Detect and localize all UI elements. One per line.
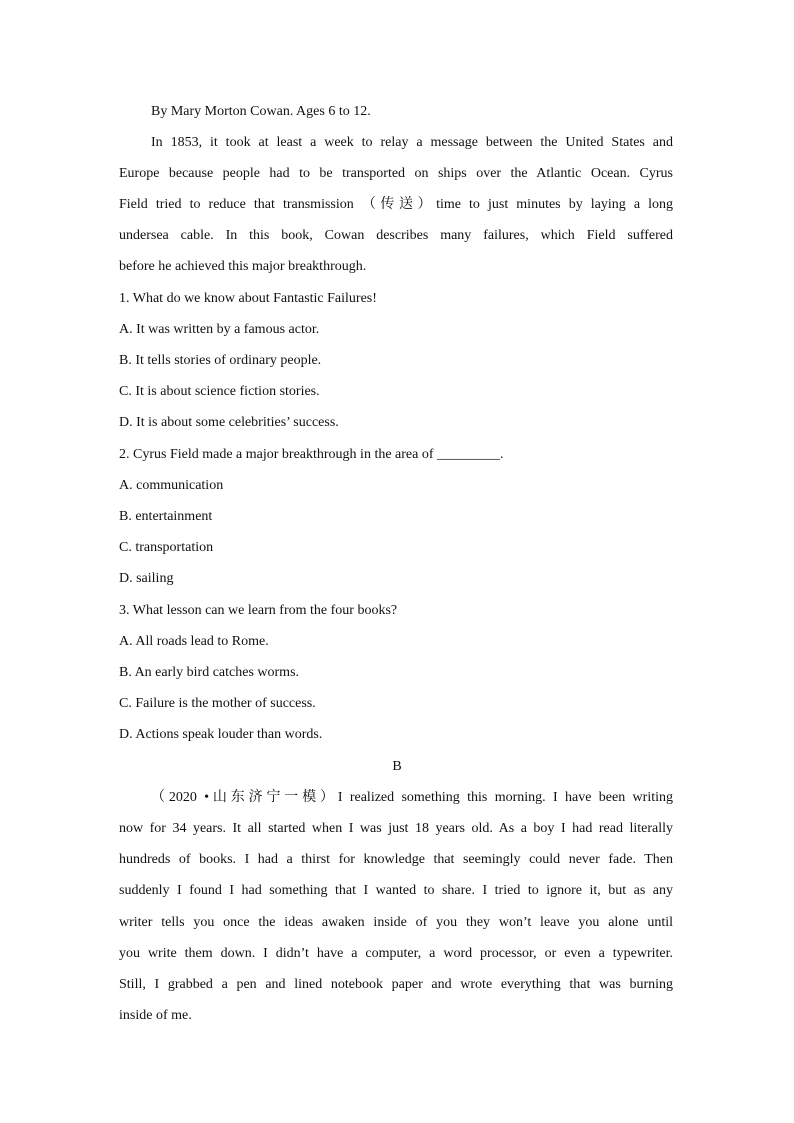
- answer-option: A. communication: [119, 478, 224, 493]
- paragraph-line: before he achieved this major breakthrough.: [119, 259, 367, 274]
- answer-option: A. It was written by a famous actor.: [119, 322, 320, 337]
- answer-option: A. All roads lead to Rome.: [119, 634, 269, 649]
- answer-option: B. entertainment: [119, 509, 213, 524]
- answer-option: D. sailing: [119, 571, 174, 586]
- paragraph-line: In 1853, it took at least a week to relay a message between the United States and: [151, 135, 673, 150]
- paragraph-line: suddenly I found I had something that I wanted to share. I tried to ignore it, but as any: [119, 883, 673, 898]
- answer-option: C. transportation: [119, 540, 214, 555]
- byline: By Mary Morton Cowan. Ages 6 to 12.: [151, 104, 371, 119]
- paragraph-line: Still, I grabbed a pen and lined notebook paper and wrote everything that was burning: [119, 977, 673, 992]
- question-stem: 1. What do we know about Fantastic Failures!: [119, 291, 377, 306]
- answer-option: D. It is about some celebrities’ success.: [119, 415, 339, 430]
- answer-option: C. It is about science fiction stories.: [119, 384, 320, 399]
- paragraph-line: hundreds of books. I had a thirst for knowledge that seemingly could never fade. Then: [119, 852, 673, 867]
- paragraph-line: you write them down. I didn’t have a computer, a word processor, or even a typewriter.: [119, 946, 673, 961]
- answer-option: C. Failure is the mother of success.: [119, 696, 316, 711]
- question-stem: 2. Cyrus Field made a major breakthrough in the area of _________.: [119, 447, 504, 462]
- paragraph-line: now for 34 years. It all started when I was just 18 years old. As a boy I had read literally: [119, 821, 673, 836]
- paragraph-line: Europe because people had to be transported on ships over the Atlantic Ocean. Cyrus: [119, 166, 673, 181]
- paragraph-line: undersea cable. In this book, Cowan describes many failures, which Field suffered: [119, 228, 673, 243]
- question-stem: 3. What lesson can we learn from the four books?: [119, 603, 398, 618]
- answer-option: B. It tells stories of ordinary people.: [119, 353, 322, 368]
- section-heading: B: [392, 759, 402, 774]
- paragraph-line: （2020 •山东济宁一模）I realized something this morning. I have been writing: [151, 790, 673, 805]
- paragraph-line: writer tells you once the ideas awaken inside of you they won’t leave you alone until: [119, 915, 673, 930]
- paragraph-line: Field tried to reduce that transmission （传送）time to just minutes by laying a long: [119, 197, 673, 212]
- answer-option: B. An early bird catches worms.: [119, 665, 300, 680]
- paragraph-line: inside of me.: [119, 1008, 192, 1023]
- answer-option: D. Actions speak louder than words.: [119, 727, 323, 742]
